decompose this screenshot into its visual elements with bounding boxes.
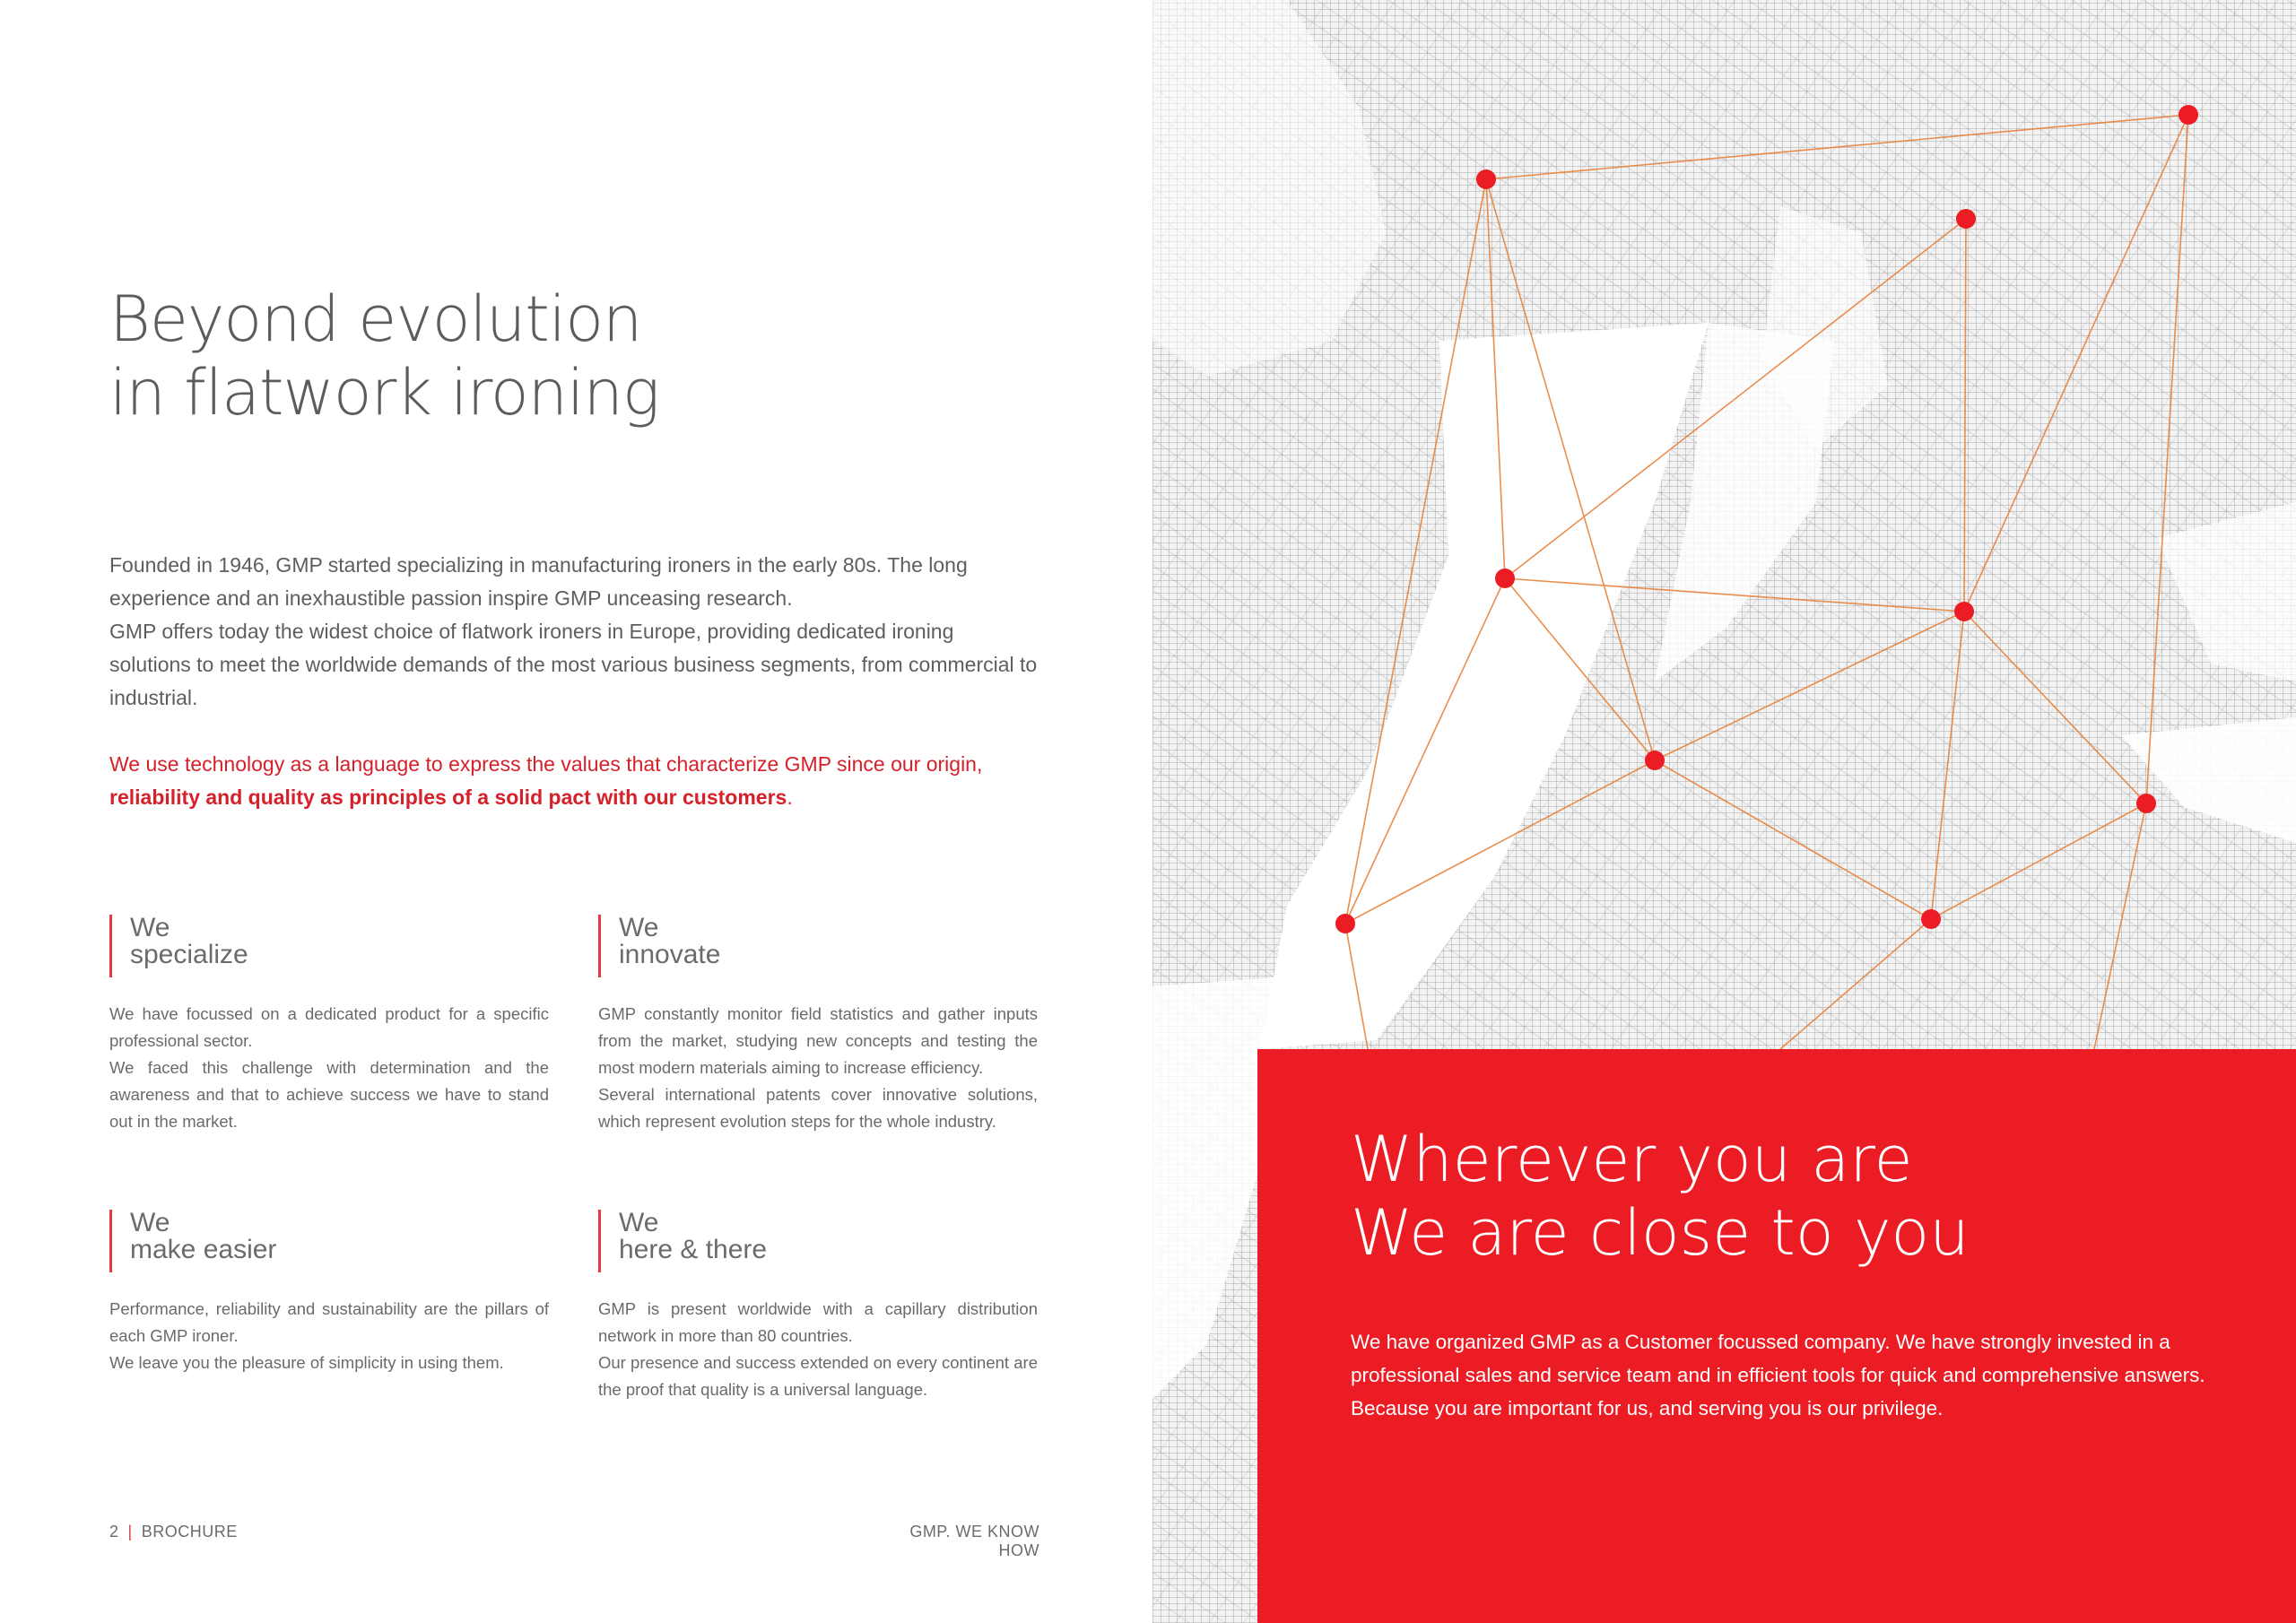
feature-body [598, 1001, 1038, 1135]
feature-paragraph-2: We faced this challenge with determination and the awareness and that to achieve success we have to stand out in the market. [109, 1058, 549, 1131]
title-line-2: in flatwork ironing [109, 356, 659, 430]
feature-paragraph-2: Our presence and success extended on every continent are the proof that quality is a universal language. [598, 1353, 1038, 1399]
feature-heading-line-2: specialize [130, 940, 248, 969]
intro-paragraph-2: GMP offers today the widest choice of flatwork ironers in Europe, providing dedicated ironing solutions to meet the worldwide demands of the most various business segments, from commercial to industrial. [109, 620, 1038, 709]
panel-title-line-2: We are close to you [1351, 1196, 1970, 1270]
location-marker [1921, 909, 1941, 929]
panel-paragraph-1: We have organized GMP as a Customer focussed company. We have strongly invested in a professional sales and service team and in efficient tools for quick and comprehensive answers. [1351, 1331, 2205, 1386]
feature-heading-line-1: We [130, 913, 170, 942]
feature-paragraph-1: GMP constantly monitor field statistics and gather inputs from the market, studying new concepts and testing the most modern materials aiming to increase efficiency. [598, 1004, 1038, 1077]
location-marker [1495, 568, 1515, 588]
feature-heading [109, 915, 549, 977]
feature-body [598, 1296, 1038, 1403]
footer-section: BROCHURE [141, 1523, 238, 1541]
feature-make-easier [109, 1210, 549, 1376]
location-marker [1954, 602, 1974, 621]
feature-paragraph-1: Performance, reliability and sustainability are the pillars of each GMP ironer. [109, 1299, 549, 1345]
intro-accent-end: . [787, 785, 793, 809]
feature-heading-line-1: We [619, 1208, 659, 1237]
location-marker [1335, 914, 1355, 933]
feature-innovate [598, 915, 1038, 1135]
feature-body [109, 1001, 549, 1135]
feature-heading-line-2: make easier [130, 1235, 277, 1264]
feature-paragraph-1: GMP is present worldwide with a capillary distribution network in more than 80 countries. [598, 1299, 1038, 1345]
page-title [109, 282, 659, 430]
contact-panel [1257, 1049, 2296, 1623]
footer-tagline: GMP. WE KNOW HOW [909, 1523, 1039, 1559]
location-marker [1476, 169, 1496, 189]
title-line-1: Beyond evolution [109, 282, 642, 356]
intro-paragraph-1: Founded in 1946, GMP started specializing in manufacturing ironers in the early 80s. The long experience and an inexhaustible passion inspire GMP unceasing research. [109, 553, 968, 610]
intro-text [109, 549, 1040, 814]
location-marker [1645, 751, 1665, 770]
feature-body [109, 1296, 549, 1376]
feature-paragraph-1: We have focussed on a dedicated product for a specific professional sector. [109, 1004, 549, 1050]
footer-divider: | [127, 1523, 133, 1541]
footer-left [109, 1523, 238, 1541]
feature-heading-line-1: We [619, 913, 659, 942]
page-number: 2 [109, 1523, 119, 1541]
location-marker [2179, 105, 2198, 125]
feature-specialize [109, 915, 549, 1135]
feature-paragraph-2: We leave you the pleasure of simplicity in using them. [109, 1353, 504, 1372]
intro-accent-text: We use technology as a language to express the values that characterize GMP since our origin, [109, 752, 983, 776]
panel-title-line-1: Wherever you are [1351, 1123, 1913, 1196]
panel-paragraph-2: Because you are important for us, and serving you is our privilege. [1351, 1397, 1944, 1419]
intro-accent-paragraph [109, 748, 1040, 814]
feature-heading [598, 915, 1038, 977]
feature-heading [109, 1210, 549, 1272]
feature-here-and-there [598, 1210, 1038, 1403]
intro-accent-bold: reliability and quality as principles of a solid pact with our customers [109, 785, 787, 809]
feature-heading [598, 1210, 1038, 1272]
feature-heading-line-2: innovate [619, 940, 721, 969]
feature-heading-line-1: We [130, 1208, 170, 1237]
feature-heading-line-2: here & there [619, 1235, 768, 1264]
feature-paragraph-2: Several international patents cover innovative solutions, which represent evolution steps for the whole industry. [598, 1085, 1038, 1131]
location-marker [1956, 209, 1976, 229]
location-marker [2136, 794, 2156, 813]
panel-title [1351, 1123, 1970, 1270]
panel-body [1351, 1325, 2266, 1425]
